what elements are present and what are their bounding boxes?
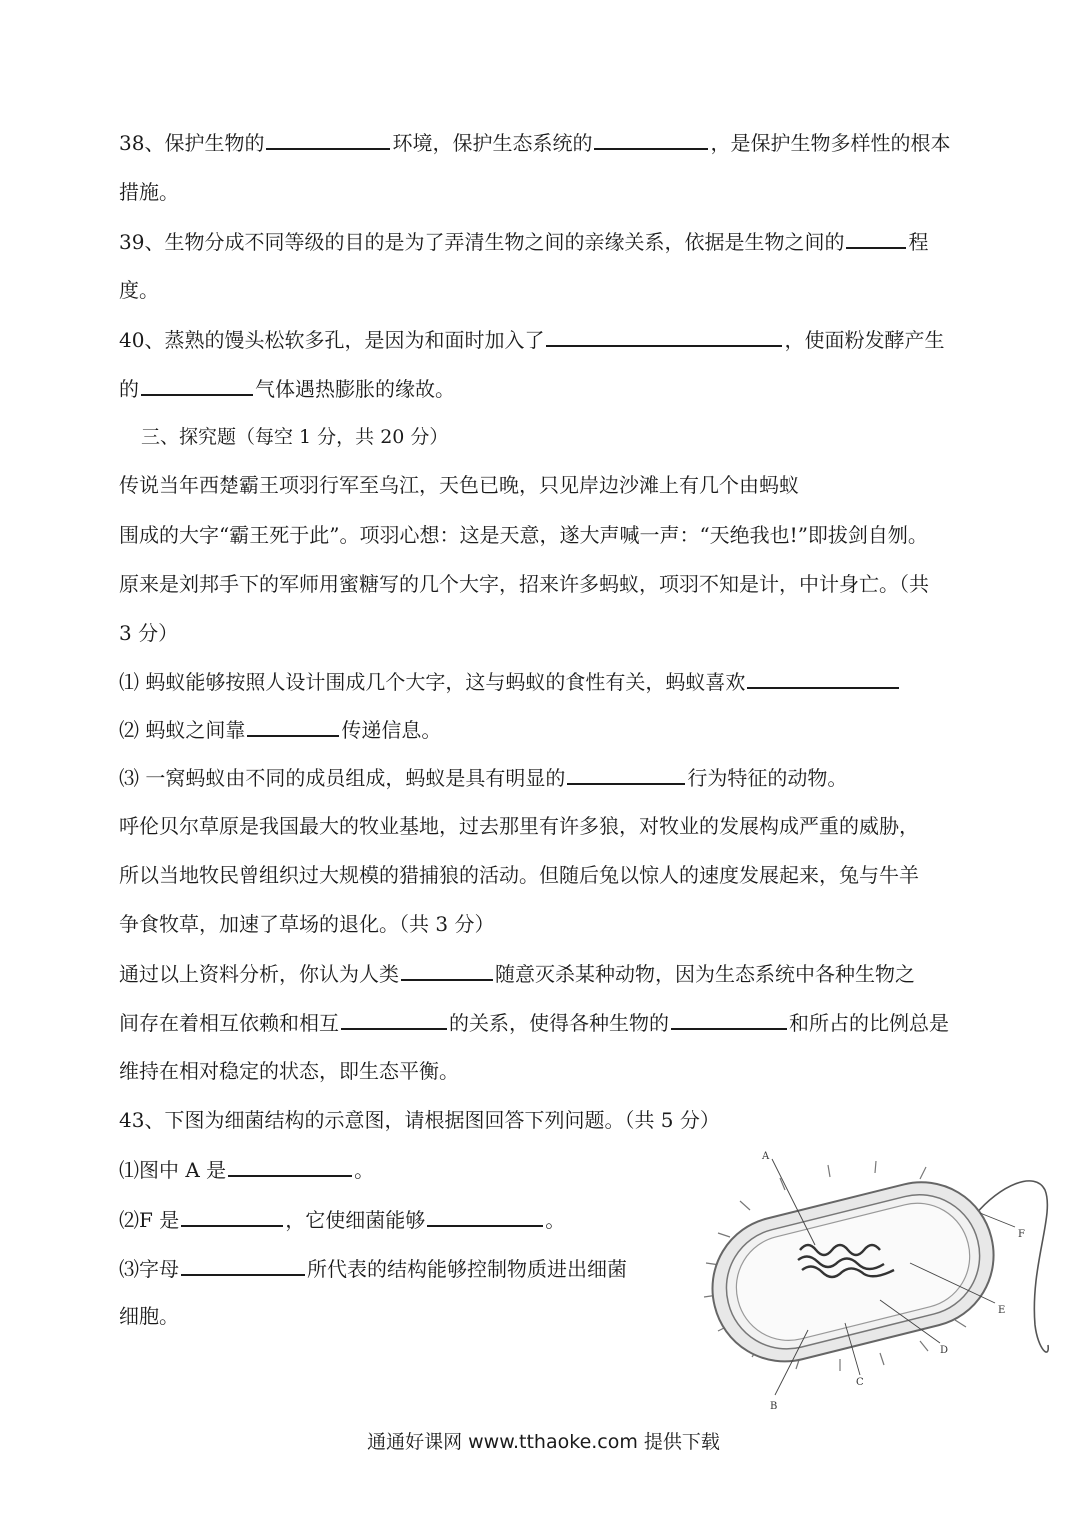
q42-line-3: 争食牧草，加速了草场的退化。（共 3 分） xyxy=(119,912,495,936)
q41-text-4: ⑶ 一窝蚂蚁由不同的成员组成，蚂蚁是具有明显的 xyxy=(119,766,566,790)
q42-text-3: 间存在着相互依赖和相互 xyxy=(119,1011,339,1035)
q43-sub3-line2: 细胞。 xyxy=(119,1304,179,1328)
q38-text-1: 38、保护生物的 xyxy=(119,131,265,155)
answer-blank[interactable] xyxy=(247,715,339,737)
q41-text-1: ⑴ 蚂蚁能够按照人设计围成几个大字，这与蚂蚁的食性有关，蚂蚁喜欢 xyxy=(119,670,746,694)
q41-sub3 xyxy=(119,763,847,792)
q42-line-2: 所以当地牧民曾组织过大规模的猎捕狼的活动。但随后兔以惊人的速度发展起来，兔与牛羊 xyxy=(119,863,919,887)
q42-line-6: 维持在相对稳定的状态，即生态平衡。 xyxy=(119,1059,459,1083)
q41-text-2: ⑵ 蚂蚁之间靠 xyxy=(119,718,246,742)
q42-text-1: 通过以上资料分析，你认为人类 xyxy=(119,962,399,986)
bacteria-diagram xyxy=(690,1145,1060,1415)
answer-blank[interactable] xyxy=(567,763,685,785)
q39-line1 xyxy=(119,227,928,256)
q43-text-4: ，它使细菌能够 xyxy=(285,1208,426,1232)
answer-blank[interactable] xyxy=(266,128,390,150)
story-line-4: 3 分） xyxy=(119,621,179,645)
q41-sub1 xyxy=(119,667,901,696)
story-line-1: 传说当年西楚霸王项羽行军至乌江，天色已晚，只见岸边沙滩上有几个由蚂蚁 xyxy=(119,473,799,497)
q40-text-3: 的 xyxy=(119,377,139,401)
q43-text-7: 所代表的结构能够控制物质进出细菌 xyxy=(307,1257,627,1281)
answer-blank[interactable] xyxy=(181,1205,283,1227)
q43-text-6: ⑶字母 xyxy=(119,1257,179,1281)
footer: 通通好课网 www.tthaoke.com 提供下载 xyxy=(367,1431,720,1453)
answer-blank[interactable] xyxy=(228,1155,352,1177)
label-E: E xyxy=(998,1305,1006,1316)
q43-text-1: ⑴图中 A 是 xyxy=(119,1158,227,1182)
q38-text-2: 环境，保护生态系统的 xyxy=(392,131,593,155)
q40-line2 xyxy=(119,374,455,403)
q40-line1 xyxy=(119,325,944,354)
label-C: C xyxy=(856,1377,864,1388)
q41-text-5: 行为特征的动物。 xyxy=(687,766,848,790)
story-line-2: 围成的大字“霸王死于此”。项羽心想：这是天意，遂大声喊一声：“天绝我也!”即拔剑自刎。 xyxy=(119,523,928,547)
q42-text-2: 随意灭杀某种动物，因为生态系统中各种生物之 xyxy=(495,962,915,986)
answer-blank[interactable] xyxy=(427,1205,543,1227)
answer-blank[interactable] xyxy=(401,959,493,981)
q43-sub3 xyxy=(119,1254,627,1283)
q39-line2: 度。 xyxy=(119,278,159,302)
answer-blank[interactable] xyxy=(594,128,708,150)
q43-sub1 xyxy=(119,1155,374,1184)
q40-text-2: ，使面粉发酵产生 xyxy=(784,328,945,352)
answer-blank[interactable] xyxy=(341,1008,447,1030)
q39-text-1: 39、生物分成不同等级的目的是为了弄清生物之间的亲缘关系，依据是生物之间的 xyxy=(119,230,845,254)
q43-text-3: ⑵F 是 xyxy=(119,1208,180,1232)
answer-blank[interactable] xyxy=(546,325,782,347)
label-B: B xyxy=(770,1401,778,1412)
q41-sub2 xyxy=(119,715,441,744)
label-D: D xyxy=(940,1345,949,1356)
q39-text-2: 程 xyxy=(908,230,929,254)
label-F: F xyxy=(1018,1229,1025,1240)
answer-blank[interactable] xyxy=(141,374,253,396)
answer-blank[interactable] xyxy=(181,1254,305,1276)
q42-line-4 xyxy=(119,959,915,988)
q43-title: 43、下图为细菌结构的示意图，请根据图回答下列问题。（共 5 分） xyxy=(119,1108,720,1132)
section-title: 三、探究题（每空 1 分，共 20 分） xyxy=(141,426,449,448)
answer-blank[interactable] xyxy=(747,667,899,689)
q42-text-5: 和所占的比例总是 xyxy=(789,1011,949,1035)
q43-sub2 xyxy=(119,1205,565,1234)
q41-text-3: 传递信息。 xyxy=(341,718,442,742)
q40-text-4: 气体遇热膨胀的缘故。 xyxy=(255,377,455,401)
q38-line2: 措施。 xyxy=(119,180,179,204)
q42-line-5 xyxy=(119,1008,949,1037)
answer-blank[interactable] xyxy=(846,227,906,249)
q40-text-1: 40、蒸熟的馒头松软多孔，是因为和面时加入了 xyxy=(119,328,545,352)
q43-text-5: 。 xyxy=(545,1208,566,1232)
answer-blank[interactable] xyxy=(671,1008,787,1030)
q38-text-3: ，是保护生物多样性的根本 xyxy=(710,131,951,155)
q42-text-4: 的关系，使得各种生物的 xyxy=(449,1011,669,1035)
q38-line1 xyxy=(119,128,950,157)
q43-text-2: 。 xyxy=(354,1158,375,1182)
label-A: A xyxy=(762,1151,770,1162)
q42-line-1: 呼伦贝尔草原是我国最大的牧业基地，过去那里有许多狼，对牧业的发展构成严重的威胁， xyxy=(119,814,919,838)
story-line-3: 原来是刘邦手下的军师用蜜糖写的几个大字，招来许多蚂蚁，项羽不知是计，中计身亡。（共 xyxy=(119,572,929,596)
